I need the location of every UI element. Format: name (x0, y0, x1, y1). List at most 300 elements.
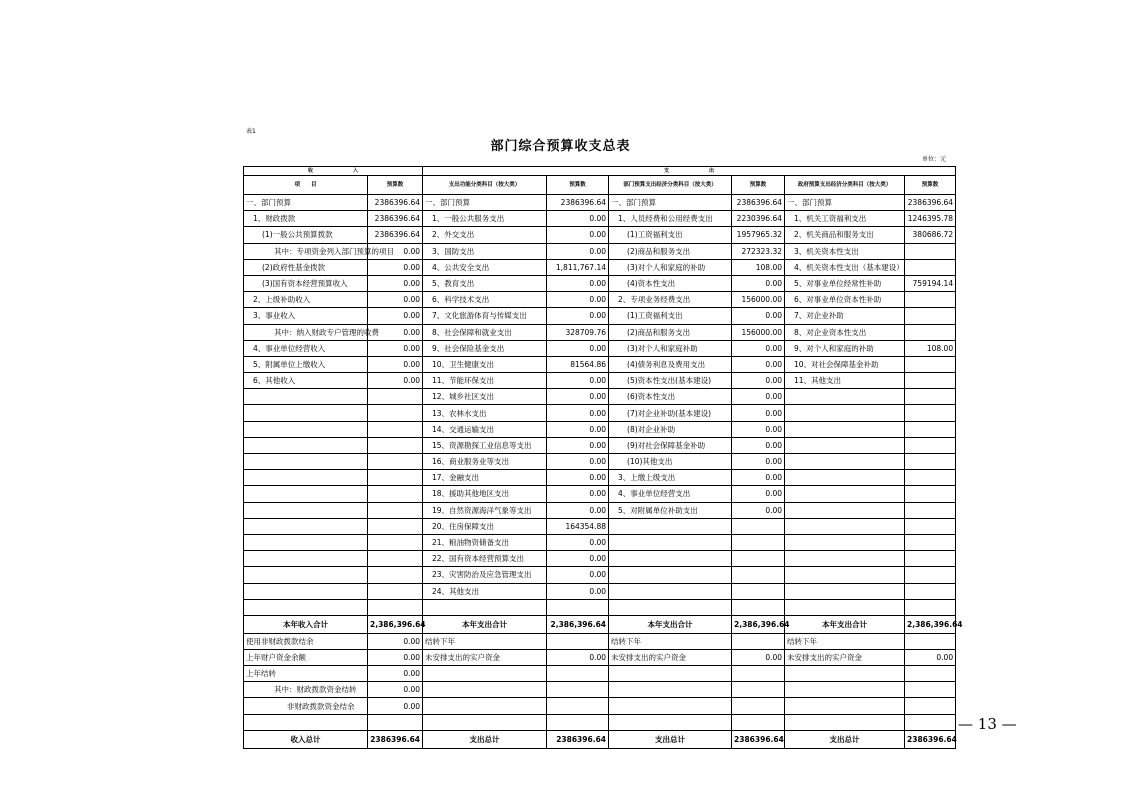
table-row (244, 211, 956, 227)
item-cell: 上年财户资金余额 (244, 649, 368, 665)
table-row (244, 308, 956, 324)
item-cell (609, 567, 732, 583)
item-cell (244, 518, 368, 534)
empty-cell (785, 714, 905, 730)
item-cell (244, 405, 368, 421)
table-row (244, 502, 956, 518)
total-label: 收入总计 (244, 730, 368, 748)
total-row (244, 730, 956, 748)
budget-value-cell (368, 421, 423, 437)
item-cell: 一、部门预算 (609, 195, 732, 211)
budget-value-cell (368, 486, 423, 502)
item-cell: 5、附属单位上缴收入 (244, 356, 368, 372)
table-row (244, 389, 956, 405)
item-cell: 4、事业单位经营支出 (609, 486, 732, 502)
budget-value-cell (905, 308, 956, 324)
table-row (244, 486, 956, 502)
table-row (244, 227, 956, 243)
budget-value-cell (732, 682, 785, 698)
empty-cell (732, 714, 785, 730)
col-func-item: 支出功能分类科目（按大类） (423, 176, 547, 195)
budget-value-cell: 0.00 (732, 356, 785, 372)
budget-value-cell (905, 389, 956, 405)
item-cell: (10)其他支出 (609, 454, 732, 470)
item-cell: (3)国有资本经营预算收入 (244, 275, 368, 291)
item-cell: 1、机关工资福利支出 (785, 211, 905, 227)
table-row (244, 324, 956, 340)
table-row (244, 292, 956, 308)
item-cell (785, 470, 905, 486)
budget-value-cell (732, 666, 785, 682)
budget-value-cell (905, 454, 956, 470)
budget-value-cell: 272323.32 (732, 243, 785, 259)
item-cell: 19、自然资源海洋气象等支出 (423, 502, 547, 518)
budget-value-cell (905, 259, 956, 275)
budget-value-cell: 0.00 (368, 682, 423, 698)
item-cell: 2、机关商品和服务支出 (785, 227, 905, 243)
item-cell (423, 682, 547, 698)
item-cell: (4)债务利息及费用支出 (609, 356, 732, 372)
budget-value-cell (732, 534, 785, 550)
item-cell: 未安排支出的实户资金 (423, 649, 547, 665)
budget-value-cell: 0.00 (547, 437, 609, 453)
budget-value-cell: 0.00 (547, 454, 609, 470)
item-cell (244, 567, 368, 583)
budget-value-cell: 1,811,767.14 (547, 259, 609, 275)
item-cell: 14、交通运输支出 (423, 421, 547, 437)
item-cell: 11、节能环保支出 (423, 373, 547, 389)
budget-value-cell: 0.00 (547, 243, 609, 259)
budget-value-cell: 2230396.64 (732, 211, 785, 227)
item-cell: 10、对社会保障基金补助 (785, 356, 905, 372)
budget-value-cell (905, 243, 956, 259)
empty-cell (368, 714, 423, 730)
budget-value-cell: 0.00 (905, 649, 956, 665)
budget-value-cell: 0.00 (732, 454, 785, 470)
item-cell: 17、金融支出 (423, 470, 547, 486)
budget-value-cell: 0.00 (732, 502, 785, 518)
budget-value-cell (905, 292, 956, 308)
item-cell: 2、外交支出 (423, 227, 547, 243)
budget-value-cell (547, 666, 609, 682)
table-row (244, 356, 956, 372)
budget-value-cell (368, 567, 423, 583)
budget-value-cell (905, 502, 956, 518)
empty-cell (785, 599, 905, 615)
budget-value-cell (905, 470, 956, 486)
budget-value-cell (905, 373, 956, 389)
item-cell (785, 486, 905, 502)
item-cell (244, 551, 368, 567)
empty-cell (244, 599, 368, 615)
budget-value-cell (368, 389, 423, 405)
col-budget: 预算数 (905, 176, 956, 195)
item-cell: (4)资本性支出 (609, 275, 732, 291)
item-cell (244, 502, 368, 518)
budget-value-cell: 2386396.64 (905, 195, 956, 211)
budget-value-cell: 108.00 (905, 340, 956, 356)
spacer-row (244, 599, 956, 615)
page-number: — 13 — (958, 715, 1017, 733)
item-cell (785, 698, 905, 714)
table-row (244, 567, 956, 583)
item-cell: 一、部门预算 (244, 195, 368, 211)
item-cell: (7)对企业补助(基本建设) (609, 405, 732, 421)
carry-row (244, 698, 956, 714)
budget-value-cell: 81564.86 (547, 356, 609, 372)
item-cell (244, 421, 368, 437)
budget-value-cell: 0.00 (547, 534, 609, 550)
total-row (244, 615, 956, 633)
item-cell (785, 405, 905, 421)
budget-value-cell (732, 633, 785, 649)
budget-value-cell (905, 633, 956, 649)
budget-value-cell (905, 486, 956, 502)
item-cell: (1)工资福利支出 (609, 308, 732, 324)
budget-value-cell (905, 583, 956, 599)
budget-value-cell: 156000.00 (732, 324, 785, 340)
item-cell: 其中：财政拨款资金结转 (244, 682, 368, 698)
header-row-top (244, 167, 956, 176)
item-cell: 13、农林水支出 (423, 405, 547, 421)
item-cell: 结转下年 (785, 633, 905, 649)
budget-value-cell: 2386396.64 (368, 227, 423, 243)
budget-value-cell: 0.00 (547, 308, 609, 324)
item-cell: (9)对社会保障基金补助 (609, 437, 732, 453)
budget-value-cell (368, 405, 423, 421)
item-cell: 一、部门预算 (785, 195, 905, 211)
item-cell (785, 551, 905, 567)
total-label: 支出总计 (423, 730, 547, 748)
budget-value-cell: 0.00 (547, 567, 609, 583)
item-cell: 15、资源勘探工业信息等支出 (423, 437, 547, 453)
budget-value-cell: 0.00 (368, 666, 423, 682)
item-cell: 未安排支出的实户资金 (609, 649, 732, 665)
budget-value-cell (905, 682, 956, 698)
budget-value-cell: 1957965.32 (732, 227, 785, 243)
budget-value-cell (905, 666, 956, 682)
item-cell: 20、住房保障支出 (423, 518, 547, 534)
item-cell (244, 470, 368, 486)
item-cell (785, 454, 905, 470)
budget-value-cell: 2386396.64 (547, 195, 609, 211)
table-row (244, 454, 956, 470)
budget-value-cell (732, 567, 785, 583)
item-cell: 11、其他支出 (785, 373, 905, 389)
budget-value-cell: 0.00 (368, 275, 423, 291)
empty-cell (368, 599, 423, 615)
item-cell (609, 666, 732, 682)
budget-value-cell: 0.00 (547, 292, 609, 308)
item-cell: 24、其他支出 (423, 583, 547, 599)
carry-row (244, 633, 956, 649)
budget-value-cell (905, 567, 956, 583)
empty-cell (732, 599, 785, 615)
item-cell (785, 682, 905, 698)
budget-value-cell (368, 518, 423, 534)
budget-value-cell: 0.00 (547, 551, 609, 567)
budget-value-cell: 0.00 (368, 373, 423, 389)
budget-value-cell: 0.00 (732, 421, 785, 437)
item-cell: 其中：纳入财政专户管理的收费 (244, 324, 368, 340)
budget-value-cell (905, 421, 956, 437)
budget-value-cell (732, 551, 785, 567)
budget-value-cell: 164354.88 (547, 518, 609, 534)
budget-value-cell: 0.00 (732, 340, 785, 356)
budget-value-cell (905, 324, 956, 340)
item-cell (609, 698, 732, 714)
total-value: 2386396.64 (368, 730, 423, 748)
carry-row (244, 666, 956, 682)
item-cell: 5、教育支出 (423, 275, 547, 291)
item-cell: 4、机关资本性支出（基本建设） (785, 259, 905, 275)
header-row-columns (244, 176, 956, 195)
budget-value-cell (732, 583, 785, 599)
item-cell: 3、事业收入 (244, 308, 368, 324)
total-value: 2386396.64 (732, 730, 785, 748)
item-cell: 8、社会保障和就业支出 (423, 324, 547, 340)
budget-value-cell: 0.00 (732, 486, 785, 502)
item-cell (785, 437, 905, 453)
budget-value-cell: 0.00 (732, 308, 785, 324)
table-row (244, 583, 956, 599)
table-row (244, 421, 956, 437)
budget-value-cell: 0.00 (732, 389, 785, 405)
budget-value-cell: 0.00 (732, 373, 785, 389)
budget-value-cell (368, 502, 423, 518)
col-budget: 预算数 (732, 176, 785, 195)
budget-value-cell (368, 454, 423, 470)
budget-value-cell (368, 534, 423, 550)
spacer-row (244, 714, 956, 730)
budget-value-cell: 108.00 (732, 259, 785, 275)
col-gov-econ-item: 政府预算支出经济分类科目（按大类） (785, 176, 905, 195)
item-cell: 结转下年 (609, 633, 732, 649)
item-cell (244, 437, 368, 453)
table-row (244, 470, 956, 486)
item-cell (785, 567, 905, 583)
budget-value-cell (547, 698, 609, 714)
empty-cell (609, 714, 732, 730)
item-cell (609, 551, 732, 567)
item-cell: 其中：专项资金列入部门预算的项目 (244, 243, 368, 259)
item-cell: 22、国有资本经营预算支出 (423, 551, 547, 567)
table-row (244, 551, 956, 567)
col-item: 项 目 (244, 176, 368, 195)
total-label: 本年支出合计 (609, 615, 732, 633)
col-budget: 预算数 (547, 176, 609, 195)
budget-value-cell: 0.00 (547, 389, 609, 405)
budget-value-cell: 0.00 (547, 421, 609, 437)
item-cell (423, 666, 547, 682)
item-cell: (8)对企业补助 (609, 421, 732, 437)
budget-value-cell (905, 551, 956, 567)
item-cell (609, 518, 732, 534)
item-cell (785, 502, 905, 518)
total-value: 2386396.64 (905, 730, 956, 748)
item-cell: 18、援助其他地区支出 (423, 486, 547, 502)
total-value: 2,386,396.64 (732, 615, 785, 633)
budget-value-cell: 0.00 (368, 259, 423, 275)
budget-value-cell: 328709.76 (547, 324, 609, 340)
budget-value-cell: 0.00 (547, 486, 609, 502)
budget-value-cell: 2386396.64 (732, 195, 785, 211)
budget-value-cell: 2386396.64 (368, 195, 423, 211)
table-body (244, 167, 963, 749)
budget-value-cell (905, 518, 956, 534)
budget-value-cell: 2386396.64 (368, 211, 423, 227)
total-value: 2,386,396.64 (905, 615, 956, 633)
item-cell: 2、专项业务经费支出 (609, 292, 732, 308)
item-cell: 结转下年 (423, 633, 547, 649)
item-cell (785, 666, 905, 682)
budget-value-cell: 0.00 (368, 308, 423, 324)
item-cell (244, 534, 368, 550)
item-cell (244, 486, 368, 502)
budget-value-cell: 0.00 (547, 227, 609, 243)
item-cell: 未安排支出的实户资金 (785, 649, 905, 665)
empty-cell (905, 599, 956, 615)
budget-value-cell (905, 698, 956, 714)
budget-value-cell: 0.00 (732, 437, 785, 453)
table-row (244, 373, 956, 389)
item-cell: 5、对附属单位补助支出 (609, 502, 732, 518)
budget-value-cell: 0.00 (368, 649, 423, 665)
budget-value-cell: 0.00 (547, 502, 609, 518)
total-label: 支出总计 (609, 730, 732, 748)
budget-value-cell: 0.00 (732, 649, 785, 665)
item-cell: 上年结转 (244, 666, 368, 682)
budget-value-cell (732, 698, 785, 714)
budget-value-cell: 0.00 (368, 633, 423, 649)
item-cell: (6)资本性支出 (609, 389, 732, 405)
item-cell: 一、部门预算 (423, 195, 547, 211)
budget-value-cell (368, 437, 423, 453)
item-cell (609, 682, 732, 698)
budget-value-cell: 0.00 (368, 243, 423, 259)
table-number: 表1 (246, 128, 256, 135)
item-cell: (3)对个人和家庭补助 (609, 340, 732, 356)
budget-value-cell (368, 470, 423, 486)
table-row (244, 518, 956, 534)
item-cell: 7、对企业补助 (785, 308, 905, 324)
item-cell: 3、上缴上级支出 (609, 470, 732, 486)
item-cell (423, 698, 547, 714)
budget-value-cell: 0.00 (368, 340, 423, 356)
empty-cell (905, 714, 956, 730)
item-cell (609, 583, 732, 599)
total-value: 2386396.64 (547, 730, 609, 748)
item-cell (785, 583, 905, 599)
item-cell: 23、灾害防治及应急管理支出 (423, 567, 547, 583)
item-cell (609, 534, 732, 550)
item-cell (244, 389, 368, 405)
item-cell: 8、对企业资本性支出 (785, 324, 905, 340)
budget-value-cell: 0.00 (547, 211, 609, 227)
budget-value-cell: 1246395.78 (905, 211, 956, 227)
item-cell (785, 421, 905, 437)
budget-value-cell: 156000.00 (732, 292, 785, 308)
col-dept-econ-item: 部门预算支出经济分类科目（按大类） (609, 176, 732, 195)
budget-value-cell (368, 551, 423, 567)
item-cell: 9、社会保险基金支出 (423, 340, 547, 356)
budget-value-cell: 0.00 (547, 340, 609, 356)
budget-value-cell: 0.00 (732, 470, 785, 486)
empty-cell (609, 599, 732, 615)
budget-value-cell: 0.00 (547, 373, 609, 389)
empty-cell (244, 714, 368, 730)
budget-value-cell: 0.00 (547, 583, 609, 599)
budget-value-cell (905, 534, 956, 550)
table-row (244, 243, 956, 259)
item-cell: 3、国防支出 (423, 243, 547, 259)
budget-value-cell: 0.00 (368, 356, 423, 372)
item-cell: 16、商业服务业等支出 (423, 454, 547, 470)
item-cell: 6、其他收入 (244, 373, 368, 389)
budget-summary-table (243, 166, 963, 749)
item-cell: 6、对事业单位资本性补助 (785, 292, 905, 308)
budget-value-cell (547, 682, 609, 698)
budget-value-cell: 759194.14 (905, 275, 956, 291)
budget-value-cell: 0.00 (547, 649, 609, 665)
item-cell: 1、一般公共服务支出 (423, 211, 547, 227)
budget-value-cell (905, 356, 956, 372)
table-row (244, 275, 956, 291)
budget-value-cell: 0.00 (368, 698, 423, 714)
table-row (244, 405, 956, 421)
total-value: 2,386,396.64 (368, 615, 423, 633)
expense-header: 支 出 (423, 167, 956, 176)
budget-value-cell: 380686.72 (905, 227, 956, 243)
item-cell: 4、公共安全支出 (423, 259, 547, 275)
budget-value-cell (905, 405, 956, 421)
item-cell: 21、粮油物资储备支出 (423, 534, 547, 550)
budget-value-cell: 0.00 (368, 324, 423, 340)
item-cell: (2)商品和服务支出 (609, 243, 732, 259)
item-cell: (2)政府性基金拨款 (244, 259, 368, 275)
table-row (244, 195, 956, 211)
item-cell: 使用非财政拨款结余 (244, 633, 368, 649)
empty-cell (547, 599, 609, 615)
item-cell: 1、人员经费和公用经费支出 (609, 211, 732, 227)
item-cell: (1)一般公共预算拨款 (244, 227, 368, 243)
table-row (244, 340, 956, 356)
page-number-value: 13 (977, 715, 997, 733)
item-cell: 9、对个人和家庭的补助 (785, 340, 905, 356)
item-cell: (5)资本性支出(基本建设) (609, 373, 732, 389)
budget-value-cell: 0.00 (547, 275, 609, 291)
item-cell: 7、文化旅游体育与传媒支出 (423, 308, 547, 324)
empty-cell (423, 599, 547, 615)
item-cell (785, 534, 905, 550)
item-cell (244, 454, 368, 470)
item-cell: 1、财政拨款 (244, 211, 368, 227)
item-cell (785, 518, 905, 534)
item-cell: (1)工资福利支出 (609, 227, 732, 243)
total-label: 本年支出合计 (785, 615, 905, 633)
item-cell: 5、对事业单位经常性补助 (785, 275, 905, 291)
budget-value-cell (547, 633, 609, 649)
item-cell: 12、城乡社区支出 (423, 389, 547, 405)
item-cell: 2、上级补助收入 (244, 292, 368, 308)
budget-value-cell: 0.00 (732, 405, 785, 421)
budget-value-cell: 0.00 (368, 292, 423, 308)
income-header: 收 入 (244, 167, 423, 176)
total-value: 2,386,396.64 (547, 615, 609, 633)
item-cell: (3)对个人和家庭的补助 (609, 259, 732, 275)
budget-value-cell: 0.00 (732, 275, 785, 291)
page-title: 部门综合预算收支总表 (490, 139, 631, 154)
